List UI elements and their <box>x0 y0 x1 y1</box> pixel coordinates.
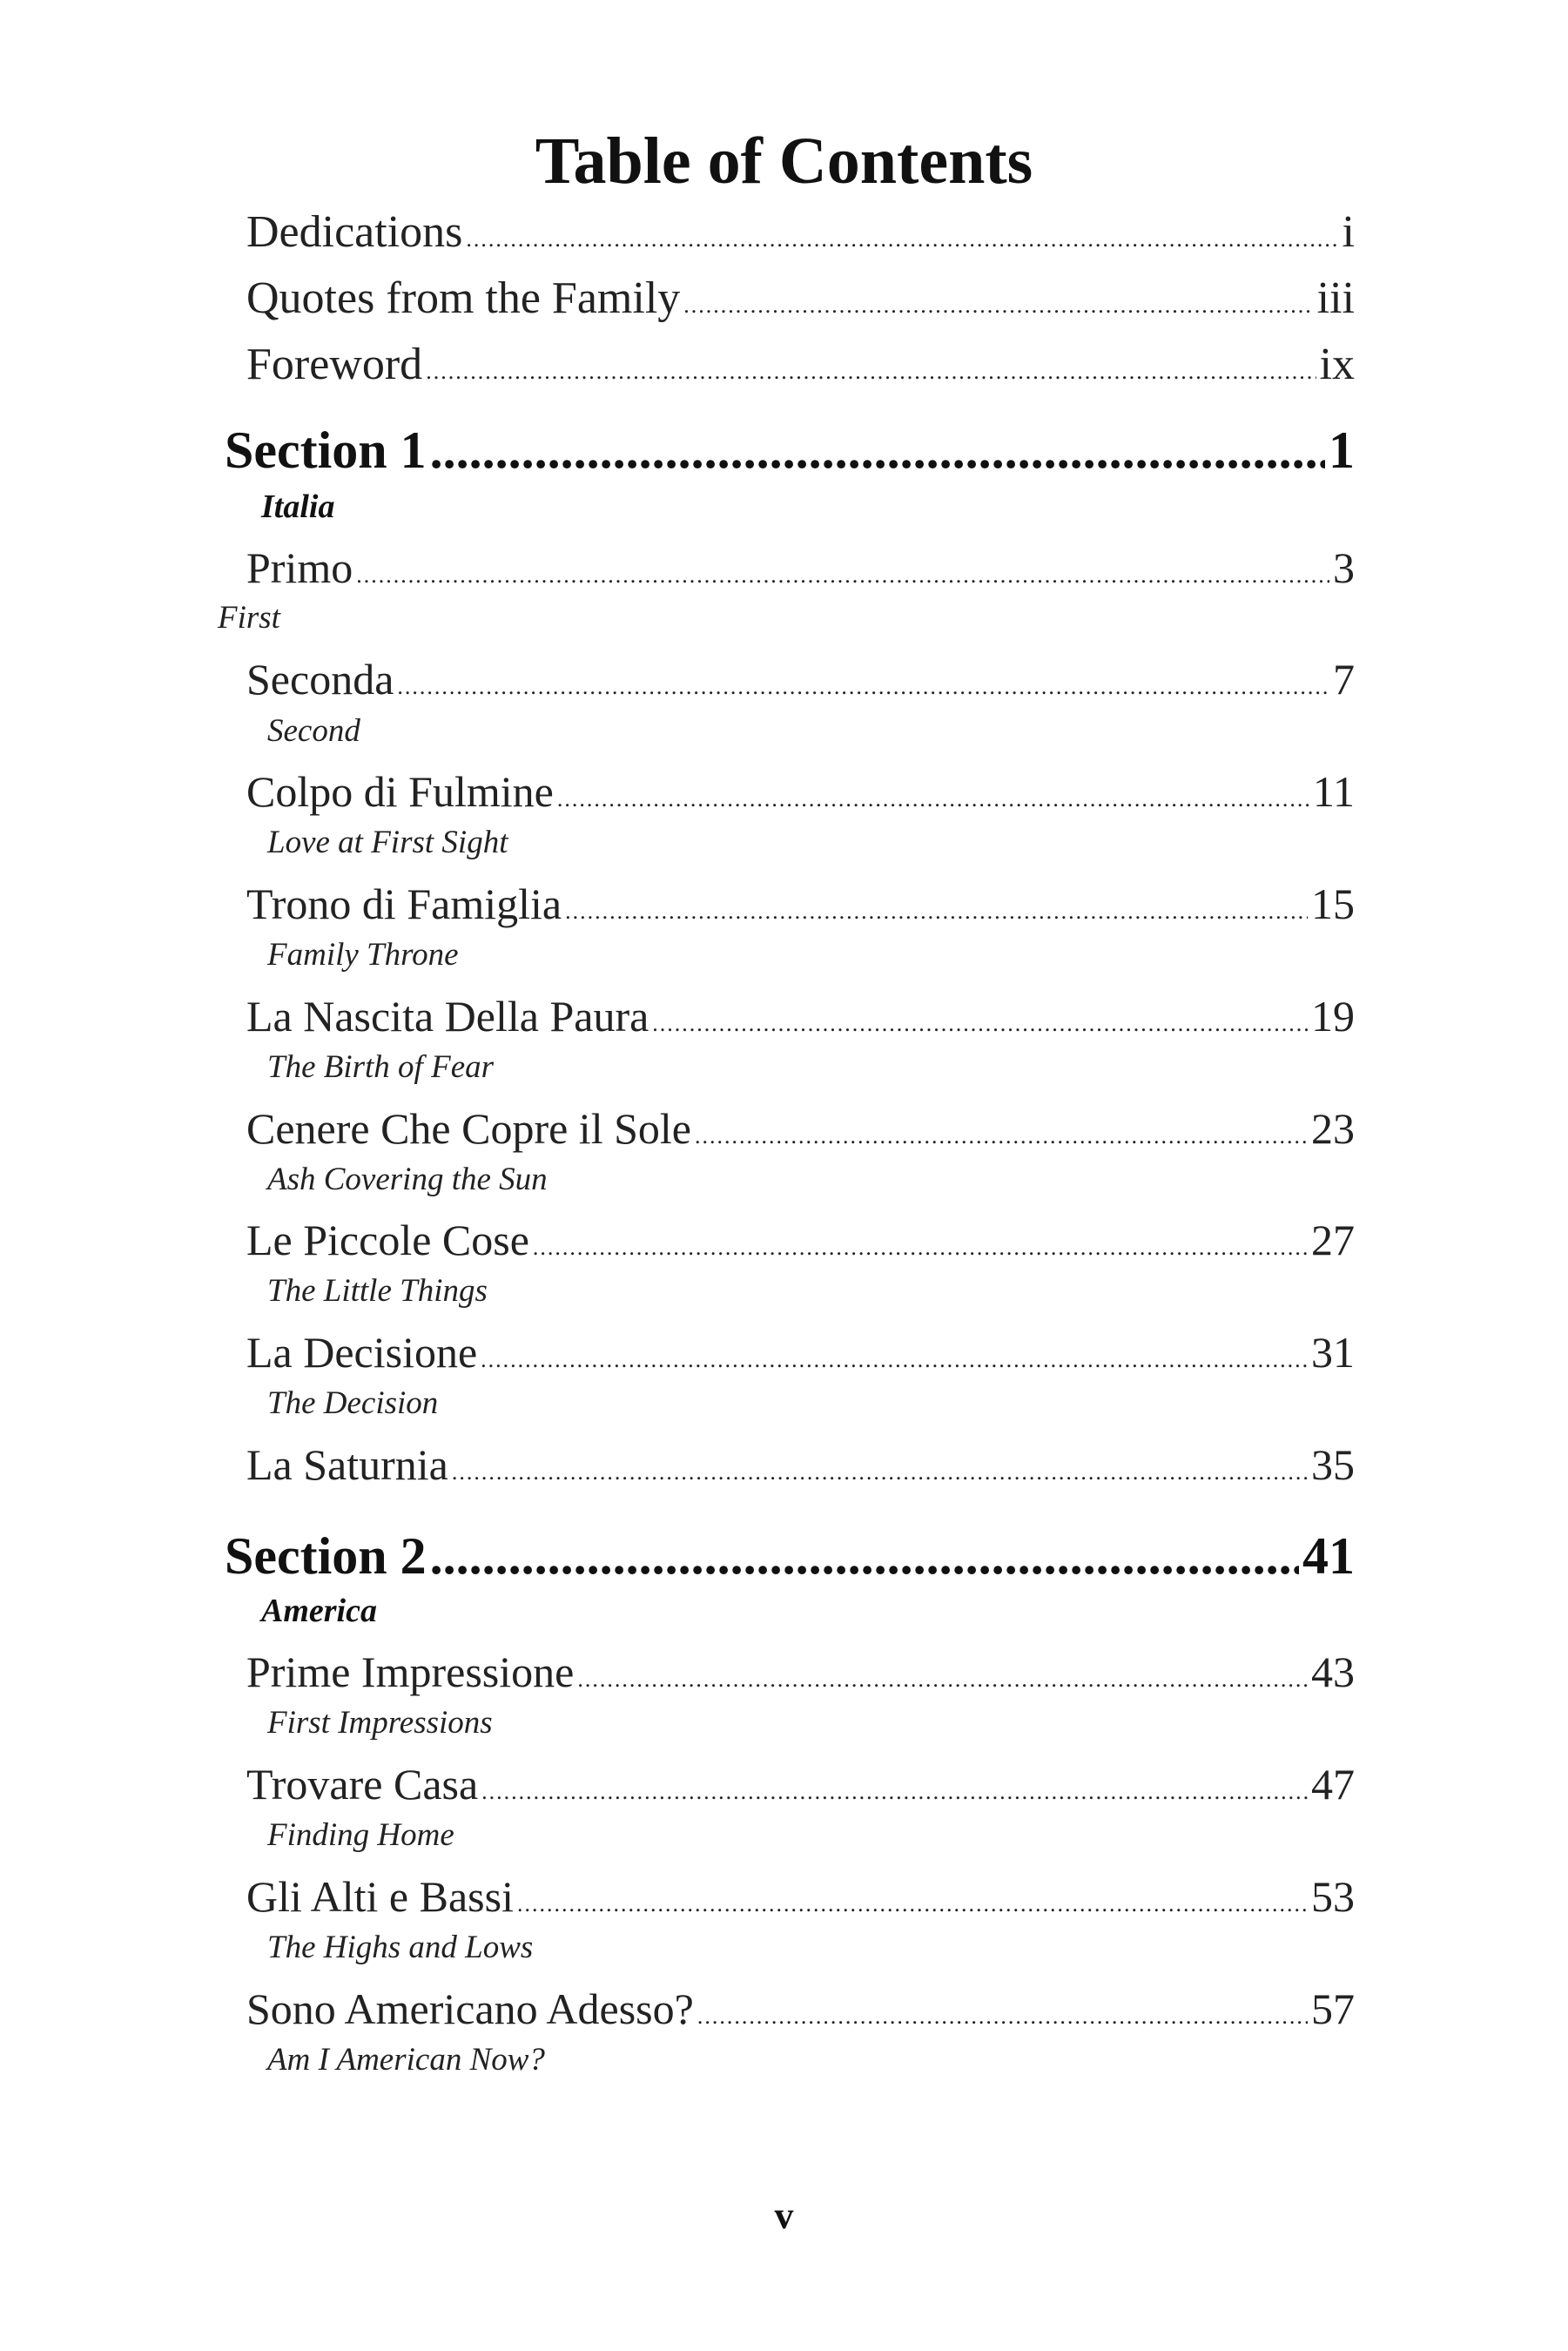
dot-leader <box>430 1526 1299 1586</box>
entry-subtitle: Family Throne <box>267 937 459 973</box>
entry-page: 23 <box>1311 1104 1355 1153</box>
entry-label: La Decisione <box>246 1328 478 1377</box>
entry-subtitle: The Highs and Lows <box>267 1930 534 1965</box>
entry-label: Le Piccole Cose <box>246 1216 529 1264</box>
entry-page: 57 <box>1311 1984 1355 2033</box>
entry-label: Quotes from the Family <box>246 273 681 323</box>
toc-entry-gli-alti-e-bassi[interactable] <box>246 1870 1355 1930</box>
dot-leader <box>481 1766 1308 1818</box>
toc-entry-trovare-casa[interactable] <box>246 1758 1355 1818</box>
entry-label: Gli Alti e Bassi <box>246 1872 514 1921</box>
entry-subtitle: Ash Covering the Sun <box>267 1162 548 1197</box>
toc-section-2[interactable] <box>225 1526 1355 1586</box>
toc-entry-foreword[interactable] <box>246 338 1355 399</box>
entry-page: iii <box>1316 273 1355 323</box>
dot-leader <box>517 1878 1308 1930</box>
entry-label: Trovare Casa <box>246 1760 479 1809</box>
entry-subtitle: First Impressions <box>267 1705 493 1741</box>
entry-label: La Saturnia <box>246 1440 448 1489</box>
section-page: 1 <box>1329 421 1355 479</box>
toc-entry-dedications[interactable] <box>246 205 1355 266</box>
entry-page: 35 <box>1311 1440 1355 1489</box>
dot-leader <box>466 212 1338 266</box>
entry-page: 31 <box>1311 1328 1355 1377</box>
dot-leader <box>697 1991 1308 2043</box>
entry-page: 15 <box>1311 879 1355 928</box>
entry-subtitle: Am I American Now? <box>267 2042 545 2078</box>
entry-label: Primo <box>246 543 353 592</box>
dot-leader <box>683 279 1313 333</box>
toc-entry-le-piccole-cose[interactable] <box>246 1214 1355 1274</box>
dot-leader <box>557 773 1309 825</box>
entry-page: 19 <box>1311 992 1355 1041</box>
section-subtitle: Italia <box>261 488 335 525</box>
toc-entry-seconda[interactable] <box>246 653 1355 713</box>
section-page: 41 <box>1302 1527 1355 1585</box>
toc-entry-la-saturnia[interactable] <box>246 1438 1355 1499</box>
dot-leader <box>397 661 1329 713</box>
entry-page: 7 <box>1333 655 1355 704</box>
entry-page: 27 <box>1311 1216 1355 1264</box>
dot-leader <box>452 1446 1308 1499</box>
entry-subtitle: The Birth of Fear <box>267 1049 495 1085</box>
entry-page: 43 <box>1311 1647 1355 1696</box>
dot-leader <box>430 420 1325 481</box>
toc-entry-primo[interactable] <box>246 542 1355 602</box>
toc-section-1[interactable] <box>225 420 1355 481</box>
toc-entry-sono-americano-adesso[interactable] <box>246 1983 1355 2043</box>
entry-label: Dedications <box>246 207 463 257</box>
dot-leader <box>652 998 1308 1050</box>
entry-page: ix <box>1319 340 1355 389</box>
dot-leader <box>695 1110 1308 1162</box>
toc-entry-quotes[interactable] <box>246 272 1355 333</box>
entry-subtitle: The Little Things <box>267 1273 488 1309</box>
toc-entry-la-decisione[interactable] <box>246 1326 1355 1386</box>
entry-label: Seconda <box>246 655 394 704</box>
entry-subtitle: The Decision <box>267 1385 439 1421</box>
entry-label: Colpo di Fulmine <box>246 767 554 816</box>
entry-label: Trono di Famiglia <box>246 879 562 928</box>
entry-label: La Nascita Della Paura <box>246 992 649 1041</box>
toc-entry-cenere-che-copre-il-sole[interactable] <box>246 1102 1355 1162</box>
dot-leader <box>577 1654 1308 1706</box>
toc-entry-prime-impressione[interactable] <box>246 1646 1355 1706</box>
toc-entry-la-nascita-della-paura[interactable] <box>246 990 1355 1050</box>
section-label: Section 1 <box>225 421 427 479</box>
entry-page: i <box>1342 207 1355 257</box>
entry-subtitle: Finding Home <box>267 1817 454 1853</box>
entry-page: 53 <box>1311 1872 1355 1921</box>
toc-entry-colpo-di-fulmine[interactable] <box>246 765 1355 825</box>
dot-leader <box>426 345 1316 399</box>
entry-label: Prime Impressione <box>246 1647 575 1696</box>
page-title: Table of Contents <box>535 125 1033 198</box>
entry-label: Cenere Che Copre il Sole <box>246 1104 691 1153</box>
entry-subtitle: First <box>218 600 280 636</box>
dot-leader <box>481 1334 1308 1386</box>
entry-page: 3 <box>1333 543 1355 592</box>
dot-leader <box>533 1222 1308 1274</box>
entry-label: Sono Americano Adesso? <box>246 1984 694 2033</box>
entry-label: Foreword <box>246 340 423 389</box>
toc-entry-trono-di-famiglia[interactable] <box>246 878 1355 938</box>
section-label: Section 2 <box>225 1527 427 1585</box>
entry-subtitle: Love at First Sight <box>267 825 508 860</box>
entry-subtitle: Second <box>267 713 360 749</box>
entry-page: 47 <box>1311 1760 1355 1809</box>
dot-leader <box>356 549 1329 602</box>
section-subtitle: America <box>261 1593 377 1629</box>
entry-page: 11 <box>1312 767 1355 816</box>
dot-leader <box>565 886 1308 938</box>
page-number: v <box>774 2194 794 2237</box>
